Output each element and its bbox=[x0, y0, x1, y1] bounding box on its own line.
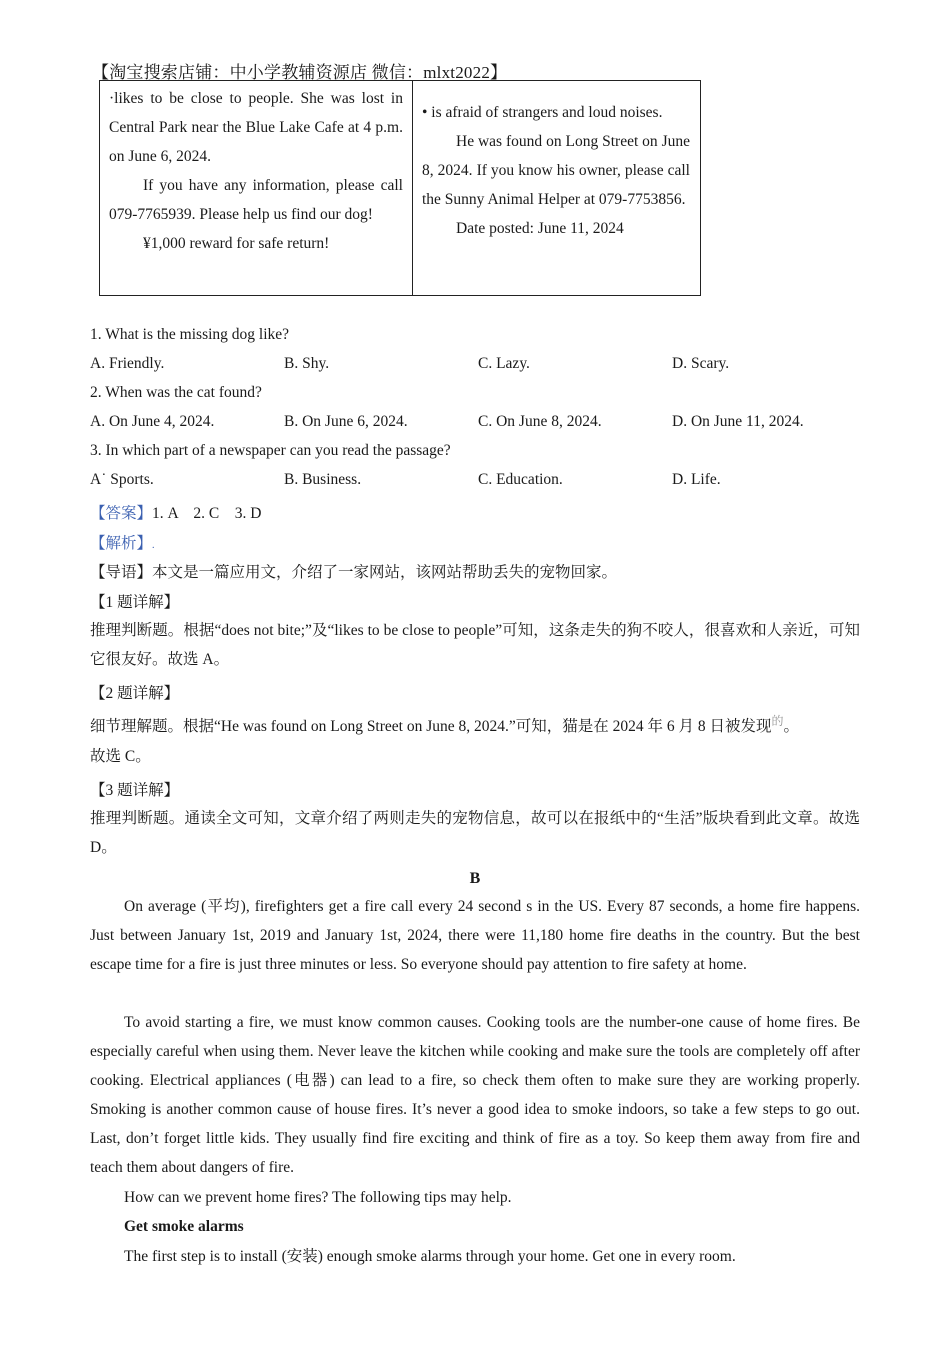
detail-2-text-main: 细节理解题。根据“He was found on Long Street on June 8, 2024.”可知，猫是在 2024 年 6 月 8 日被发现 bbox=[90, 718, 772, 735]
question-2-options bbox=[90, 413, 870, 431]
notice-dog-contact: If you have any information, please call 079-7765939. Please help us find our dog! bbox=[109, 177, 403, 223]
q3-option-c: C. Education. bbox=[478, 471, 563, 488]
detail-2-text bbox=[90, 712, 860, 771]
q1-option-a: A. Friendly. bbox=[90, 355, 165, 372]
notice-cat-desc: • is afraid of strangers and loud noises. bbox=[422, 104, 663, 121]
q1-option-c: C. Lazy. bbox=[478, 355, 530, 372]
detail-1-heading: 【1 题详解】 bbox=[90, 594, 180, 611]
guide-line: 【导语】本文是一篇应用文，介绍了一家网站，该网站帮助丢失的宠物回家。 bbox=[90, 564, 618, 581]
detail-3-heading: 【3 题详解】 bbox=[90, 782, 180, 799]
notice-dog-reward: ¥1,000 reward for safe return! bbox=[143, 235, 330, 252]
notice-dog-desc: ·likes to be close to people. She was lost in Central Park near the Blue Lake Cafe at 4 p.m. on June 6, 2024. bbox=[109, 90, 403, 165]
analysis-dot: . bbox=[152, 540, 155, 551]
detail-2-conclusion: 故选 C。 bbox=[90, 748, 151, 765]
q2-option-b: B. On June 6, 2024. bbox=[284, 413, 408, 430]
passage-paragraph-4: The first step is to install (安装) enough smoke alarms through your home. Get one in every room. bbox=[124, 1248, 736, 1265]
lost-pet-notice-table bbox=[99, 80, 701, 296]
question-2-stem: 2. When was the cat found? bbox=[90, 384, 262, 401]
passage-paragraph-1: On average (平均), firefighters get a fire call every 24 second s in the US. Every 87 seconds, a home fire happens. Just between January 1st, 2019 and January 1st, 2024, there were 11,180 home fire deaths in the country. But the best escape time for a fire is just three minutes or less. So everyone should pay attention to fire safety at home. bbox=[90, 898, 860, 973]
passage-paragraph-2: To avoid starting a fire, we must know common causes. Cooking tools are the number-one cause of home fires. Be especially careful when using them. Never leave the kitchen while cooking and make sure the tools are completely off after cooking. Electrical appliances (电器) can lead to a fire, so check them often to make sure they are working properly. Smoking is another common cause of house fires. It’s never a good idea to smoke indoors, so take a few steps to go out. Last, don’t forget little kids. They usually find fire exciting and think of fire as a toy. So keep them away from fire and teach them about dangers of fire. bbox=[90, 1014, 860, 1176]
question-1-options bbox=[90, 355, 870, 373]
q2-option-c: C. On June 8, 2024. bbox=[478, 413, 602, 430]
answer-line bbox=[90, 501, 261, 523]
passage-subheading: Get smoke alarms bbox=[124, 1218, 244, 1235]
answer-text: 1. A 2. C 3. D bbox=[152, 505, 262, 522]
notice-cat-cell bbox=[413, 81, 700, 295]
detail-2-heading: 【2 题详解】 bbox=[90, 685, 180, 702]
section-b-heading: B bbox=[469, 870, 481, 887]
notice-dog-cell bbox=[100, 81, 413, 295]
question-1-stem: 1. What is the missing dog like? bbox=[90, 326, 290, 343]
q3-option-a: A˙ Sports. bbox=[90, 471, 154, 488]
detail-2-faded-char: 的 bbox=[771, 714, 784, 728]
detail-2-text-end: 。 bbox=[783, 718, 800, 735]
answer-label: 【答案】 bbox=[90, 505, 153, 522]
question-3-options bbox=[90, 471, 870, 489]
detail-1-text: 推理判断题。根据“does not bite;”及“likes to be close to people”可知，这条走失的狗不咬人，很喜欢和人亲近，可知它很友好。故选 A。 bbox=[90, 622, 860, 668]
q2-option-d: D. On June 11, 2024. bbox=[672, 413, 804, 430]
detail-3-text: 推理判断题。通读全文可知，文章介绍了两则走失的宠物信息，故可以在报纸中的“生活”版块看到此文章。故选 D。 bbox=[90, 810, 860, 856]
notice-cat-date: Date posted: June 11, 2024 bbox=[456, 220, 624, 237]
q1-option-d: D. Scary. bbox=[672, 355, 730, 372]
q3-option-d: D. Life. bbox=[672, 471, 721, 488]
q3-option-b: B. Business. bbox=[284, 471, 362, 488]
passage-paragraph-3: How can we prevent home fires? The following tips may help. bbox=[124, 1189, 512, 1206]
analysis-label: 【解析】 bbox=[90, 535, 153, 552]
notice-cat-found: He was found on Long Street on June 8, 2024. If you know his owner, please call the Sunny Animal Helper at 079-7753856. bbox=[422, 133, 690, 208]
q2-option-a: A. On June 4, 2024. bbox=[90, 413, 215, 430]
analysis-line bbox=[90, 531, 155, 553]
question-3-stem: 3. In which part of a newspaper can you read the passage? bbox=[90, 442, 451, 459]
page-header: 【淘宝搜索店铺：中小学教辅资源店 微信：mlxt2022】 bbox=[92, 63, 508, 82]
q1-option-b: B. Shy. bbox=[284, 355, 330, 372]
